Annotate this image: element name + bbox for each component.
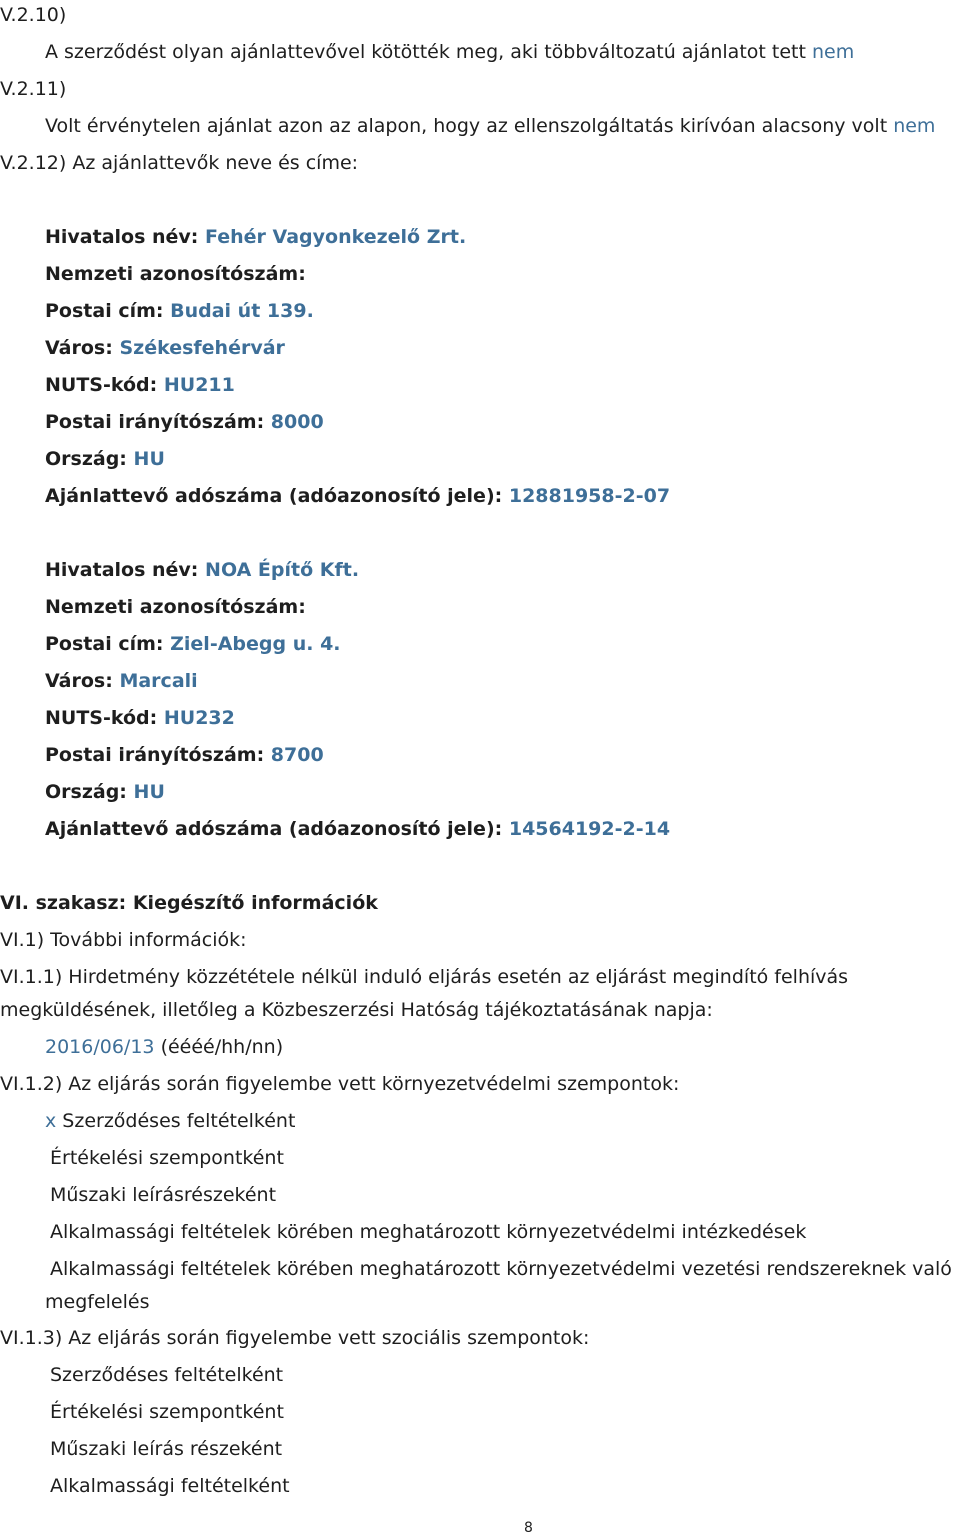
subsection-heading: VI.1) További információk: <box>0 929 247 951</box>
env-criterion-item: Alkalmassági feltételek körében meghatározott környezetvédelmi vezetési rendszereknek való <box>50 1258 952 1280</box>
nuts-row <box>45 374 235 396</box>
question-text: A szerződést olyan ajánlattevővel kötötték meg, aki többváltozatú ajánlatot tett <box>45 41 806 63</box>
city-row <box>45 337 285 359</box>
official-name-row <box>45 226 466 248</box>
field-label: Ajánlattevő adószáma (adóazonosító jele): <box>45 485 503 507</box>
item-text: megküldésének, illetőleg a Közbeszerzési Hatóság tájékoztatásának napja: <box>0 999 713 1021</box>
field-value: NOA Építő Kft. <box>205 559 360 581</box>
address-row <box>45 300 314 322</box>
item-number: V.2.10) <box>0 4 67 26</box>
field-value: HU <box>133 781 165 803</box>
answer-value: nem <box>893 115 936 137</box>
date-format: (éééé/hh/nn) <box>160 1036 284 1058</box>
item-number: V.2.11) <box>0 78 67 100</box>
field-label: Hivatalos név: <box>45 226 199 248</box>
field-label: Ajánlattevő adószáma (adóazonosító jele): <box>45 818 503 840</box>
social-criterion-item: Műszaki leírás részeként <box>50 1438 283 1460</box>
date-value: 2016/06/13 <box>45 1036 155 1058</box>
env-criterion-continuation: megfelelés <box>45 1291 150 1313</box>
address-row <box>45 633 341 655</box>
social-criterion-item: Értékelési szempontként <box>50 1401 284 1423</box>
tax-id-row <box>45 818 670 840</box>
field-value: Fehér Vagyonkezelő Zrt. <box>205 226 467 248</box>
field-value: Budai út 139. <box>170 300 314 322</box>
field-value: 14564192-2-14 <box>508 818 671 840</box>
field-label: Város: <box>45 670 113 692</box>
field-label: Ország: <box>45 781 127 803</box>
env-criterion-item: Értékelési szempontként <box>50 1147 284 1169</box>
section-title: VI. szakasz: Kiegészítő információk <box>0 892 378 914</box>
field-label: Nemzeti azonosítószám: <box>45 596 306 618</box>
subsection-heading: VI.1.2) Az eljárás során figyelembe vett környezetvédelmi szempontok: <box>0 1073 680 1095</box>
field-label: Város: <box>45 337 113 359</box>
country-row <box>45 448 165 470</box>
env-criterion-item <box>45 1110 295 1132</box>
field-label: NUTS-kód: <box>45 707 158 729</box>
tax-id-row <box>45 485 670 507</box>
field-value: 8700 <box>270 744 324 766</box>
checked-mark: x <box>45 1110 57 1132</box>
postcode-row <box>45 744 324 766</box>
field-label: Postai irányítószám: <box>45 744 265 766</box>
field-value: 12881958-2-07 <box>508 485 671 507</box>
field-label: Postai cím: <box>45 300 164 322</box>
question-line <box>45 41 854 63</box>
bidders-heading: V.2.12) Az ajánlattevők neve és címe: <box>0 152 359 174</box>
official-name-row <box>45 559 359 581</box>
question-line <box>45 115 935 137</box>
field-label: Ország: <box>45 448 127 470</box>
field-label: Postai irányítószám: <box>45 411 265 433</box>
social-criterion-item: Alkalmassági feltételként <box>50 1475 290 1497</box>
field-value: Marcali <box>119 670 198 692</box>
field-value: HU232 <box>163 707 235 729</box>
field-value: 8000 <box>270 411 324 433</box>
social-criterion-item: Szerződéses feltételként <box>50 1364 284 1386</box>
field-label: Hivatalos név: <box>45 559 199 581</box>
answer-value: nem <box>811 41 855 63</box>
field-value: Ziel-Abegg u. 4. <box>170 633 341 655</box>
field-value: Székesfehérvár <box>119 337 285 359</box>
subsection-heading: VI.1.3) Az eljárás során figyelembe vett szociális szempontok: <box>0 1327 590 1349</box>
national-id-row <box>45 263 306 285</box>
country-row <box>45 781 165 803</box>
field-label: NUTS-kód: <box>45 374 158 396</box>
field-value: HU211 <box>163 374 235 396</box>
nuts-row <box>45 707 235 729</box>
field-value: HU <box>133 448 165 470</box>
item-text: VI.1.1) Hirdetmény közzététele nélkül induló eljárás esetén az eljárást megindító felhívás <box>0 966 849 988</box>
national-id-row <box>45 596 306 618</box>
postcode-row <box>45 411 324 433</box>
date-row <box>45 1036 283 1058</box>
field-label: Nemzeti azonosítószám: <box>45 263 306 285</box>
env-criterion-item: Alkalmassági feltételek körében meghatározott környezetvédelmi intézkedések <box>50 1221 807 1243</box>
criterion-label: Szerződéses feltételként <box>62 1110 296 1132</box>
field-label: Postai cím: <box>45 633 164 655</box>
env-criterion-item: Műszaki leírásrészeként <box>50 1184 277 1206</box>
city-row <box>45 670 198 692</box>
page-number: 8 <box>524 1520 533 1536</box>
question-text: Volt érvénytelen ajánlat azon az alapon, hogy az ellenszolgáltatás kirívóan alacsony volt <box>45 115 888 137</box>
